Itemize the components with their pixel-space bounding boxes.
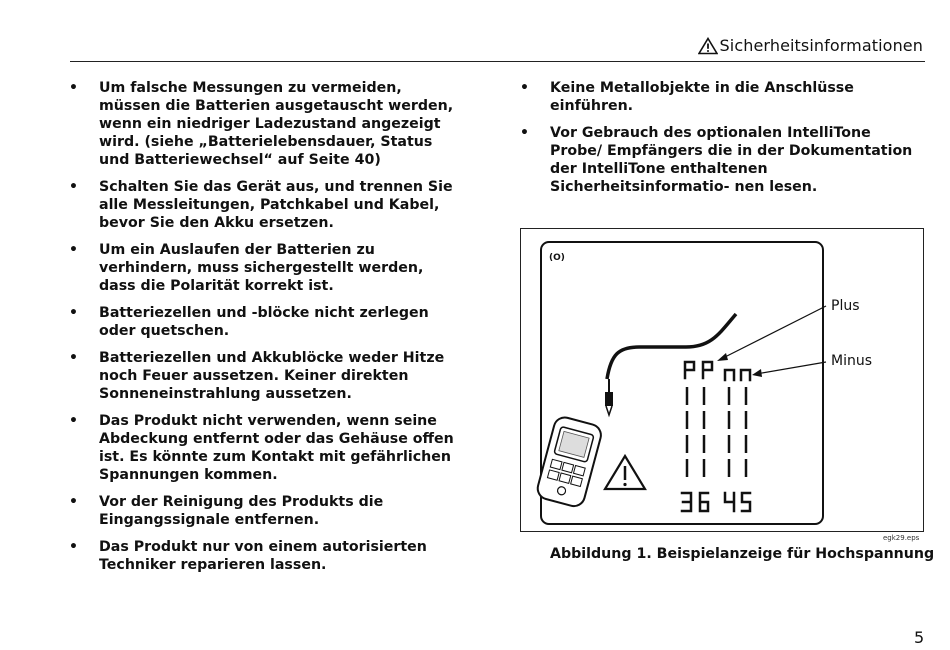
bullet-item: [66, 349, 458, 403]
mode-symbol: (O): [549, 253, 565, 263]
page-header: [70, 34, 925, 62]
bullet-dot-icon: •: [520, 125, 529, 141]
bullet-dot-icon: •: [520, 80, 529, 96]
figure-illustration: [521, 229, 925, 533]
bullet-text: Batteriezellen und Akkublöcke weder Hitze noch Feuer aussetzen. Keiner direkten Sonneneinstrahlung aussetzen.: [99, 350, 445, 402]
bullet-text: Um falsche Messungen zu vermeiden, müssen die Batterien ausgetauscht werden, wenn ein niedriger Ladezustand angezeigt wird. (siehe „Batterielebensdauer, Status und Batteriewechsel“ auf Seite 40): [99, 80, 454, 168]
bullet-text: Das Produkt nur von einem autorisierten Techniker reparieren lassen.: [99, 539, 427, 573]
bullet-item: [66, 241, 458, 295]
pin-letters-top: [685, 362, 750, 380]
figure-box: [520, 228, 924, 532]
left-column: [66, 79, 458, 583]
minus-callout-line: [756, 362, 826, 374]
bullet-dot-icon: •: [69, 242, 78, 258]
bullet-dot-icon: •: [69, 179, 78, 195]
right-column: [517, 79, 917, 205]
bullet-item: [517, 124, 917, 196]
bullet-item: [66, 412, 458, 484]
bullet-dot-icon: •: [69, 539, 78, 555]
connector-tip: [606, 406, 612, 415]
bullet-item: [517, 79, 917, 115]
bullet-text: Batteriezellen und -blöcke nicht zerlegen oder quetschen.: [99, 305, 429, 339]
pin-numbers-bottom: [682, 493, 750, 511]
plus-label: Plus: [831, 298, 860, 314]
page-number: 5: [914, 628, 925, 647]
bullet-text: Schalten Sie das Gerät aus, und trennen Sie alle Messleitungen, Patchkabel und Kabel, bevor Sie den Akku ersetzen.: [99, 179, 453, 231]
bullet-text: Keine Metallobjekte in die Anschlüsse einführen.: [550, 80, 854, 114]
plus-callout-line: [721, 306, 826, 359]
bullet-text: Das Produkt nicht verwenden, wenn seine Abdeckung entfernt oder das Gehäuse offen ist. Es könnte zum Kontakt mit gefährlichen Spannungen kommen.: [99, 413, 454, 483]
bullet-item: [66, 538, 458, 574]
conductor-bars: [687, 387, 746, 477]
bullet-dot-icon: •: [69, 305, 78, 321]
warning-triangle-icon: [698, 37, 718, 55]
bullet-item: [66, 304, 458, 340]
tester-device: [535, 415, 603, 509]
bullet-dot-icon: •: [69, 350, 78, 366]
plus-callout-arrow: [717, 353, 728, 361]
bullet-dot-icon: •: [69, 413, 78, 429]
figure-file-reference: egk29.eps: [883, 534, 920, 542]
header-title: [698, 36, 923, 55]
bullet-text: Vor Gebrauch des optionalen IntelliTone Probe/ Empfängers die in der Dokumentation der IntelliTone enthaltenen Sicherheitsinformatio- nen lesen.: [550, 125, 913, 195]
minus-label: Minus: [831, 353, 873, 369]
bullet-text: Um ein Auslaufen der Batterien zu verhindern, muss sichergestellt werden, dass die Polarität korrekt ist.: [99, 242, 424, 294]
bullet-item: [66, 493, 458, 529]
connector-plug: [605, 392, 613, 406]
left-bullet-list: [66, 79, 458, 574]
right-bullet-list: [517, 79, 917, 196]
figure-warning-icon: [605, 456, 645, 489]
figure-caption: Abbildung 1. Beispielanzeige für Hochspannung: [550, 546, 935, 562]
header-title-text: Sicherheitsinformationen: [719, 36, 923, 55]
bullet-item: [66, 178, 458, 232]
bullet-dot-icon: •: [69, 494, 78, 510]
bullet-text: Vor der Reinigung des Produkts die Eingangssignale entfernen.: [99, 494, 384, 528]
minus-callout-arrow: [752, 369, 762, 377]
cable: [607, 314, 736, 379]
bullet-item: [66, 79, 458, 169]
bullet-dot-icon: •: [69, 80, 78, 96]
